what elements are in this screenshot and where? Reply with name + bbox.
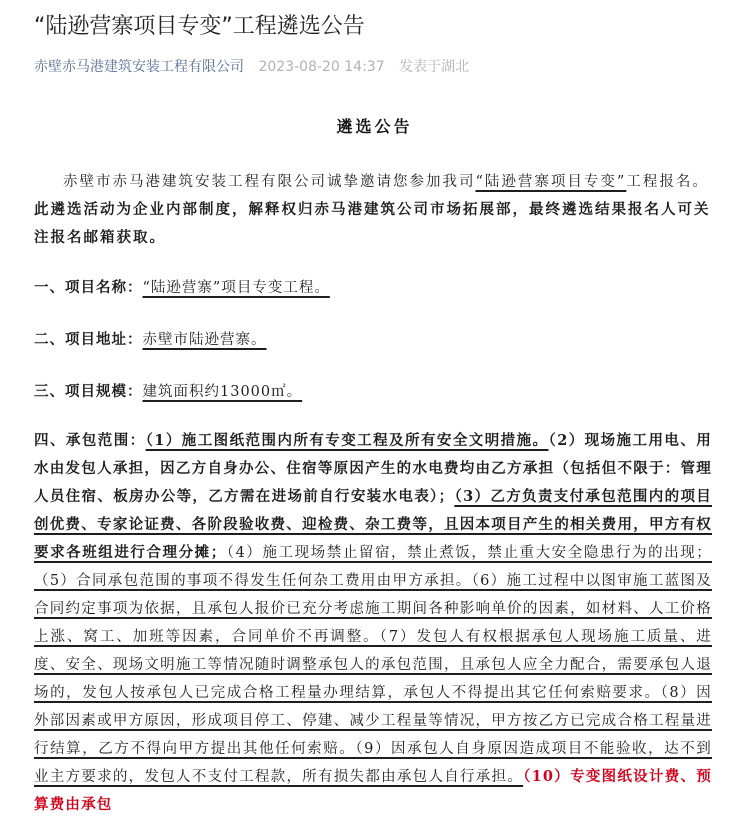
project-scale-value: 建筑面积约13000㎡。 — [142, 384, 303, 400]
intro-text-1: 赤壁市赤马港建筑安装工程有限公司诚挚邀请您参加我司 — [63, 174, 476, 190]
scope-item-3: （3）乙方负责支付承包范围内的项目创优费、专家论证费、各阶段验收费、迎检费、杂工费等，且因本项目产生的相关费用，甲方有权要求各班组进行合理分摊； — [34, 488, 712, 561]
project-name-label: 一、项目名称： — [34, 279, 143, 296]
article-meta — [34, 58, 469, 76]
project-address-value: 赤壁市陆逊营寨。 — [142, 332, 267, 348]
scope-label: 四、承包范围： — [34, 432, 146, 449]
article-title: “陆逊营寨项目专变”工程遴选公告 — [34, 14, 365, 39]
project-address-row — [34, 326, 712, 354]
project-address-label: 二、项目地址： — [34, 331, 143, 348]
scope-paragraph — [34, 427, 712, 819]
intro-text-2: 工程报名。 — [626, 174, 709, 190]
author-link[interactable]: 赤壁赤马港建筑安装工程有限公司 — [34, 59, 244, 75]
notice-heading: 遴选公告 — [336, 117, 413, 136]
scope-item-10: （10）专变图纸设计费、预算费由承包 — [34, 768, 712, 813]
intro-text-3: 此遴选活动为企业内部制度，解释权归赤马港建筑公司市场拓展部，最终遴选结果报名人可关注报名邮箱获取。 — [34, 201, 711, 246]
publish-time: 2023-08-20 14:37 — [258, 59, 385, 75]
scope-item-4-9: （4）施工现场禁止留宿，禁止煮饭，禁止重大安全隐患行为的出现；（5）合同承包范围的事项不得发生任何杂工费用由甲方承担。（6）施工过程中以图审施工蓝图及合同约定事项为依据，且承包人报价已充分考虑施工期间各种影响单价的因素，如材料、人工价格上涨、窝工、加班等因素，合同单价不再调整。（7）发包人有权根据承包人现场施工质量、进度、安全、现场文明施工等情况随时调整承包人的承包范围，且承包人应全力配合，需要承包人退场的，发包人按承包人已完成合格工程量办理结算，承包人不得提出其它任何索赔要求。（8）因外部因素或甲方原因，形成项目停工、停建、减少工程量等情况，甲方按乙方已完成合格工程量进行结算，乙方不得向甲方提出其他任何索赔。（9）因承包人自身原因造成项目不能验收，达不到业主方要求的，发包人不支付工程款，所有损失都由承包人自行承担。 — [34, 545, 712, 785]
scope-item-2: （2）现场施工用电、用水由发包人承担，因乙方自身办公、住宿等原因产生的水电费均由乙方承担（包括但不限于：管理人员住宿、板房办公等，乙方需在进场前自行安装水电表）； — [34, 432, 712, 505]
project-name-row — [34, 274, 712, 302]
intro-project-name: “陆逊营寨项目专变” — [475, 174, 627, 190]
scope-item-1: （1）施工图纸范围内所有专变工程及所有安全文明措施。 — [145, 432, 549, 449]
publish-location: 发表于湖北 — [399, 59, 470, 75]
project-name-value: “陆逊营寨”项目专变工程。 — [142, 280, 330, 296]
project-scale-row — [34, 378, 712, 406]
intro-paragraph — [34, 168, 712, 252]
project-scale-label: 三、项目规模： — [34, 383, 143, 400]
